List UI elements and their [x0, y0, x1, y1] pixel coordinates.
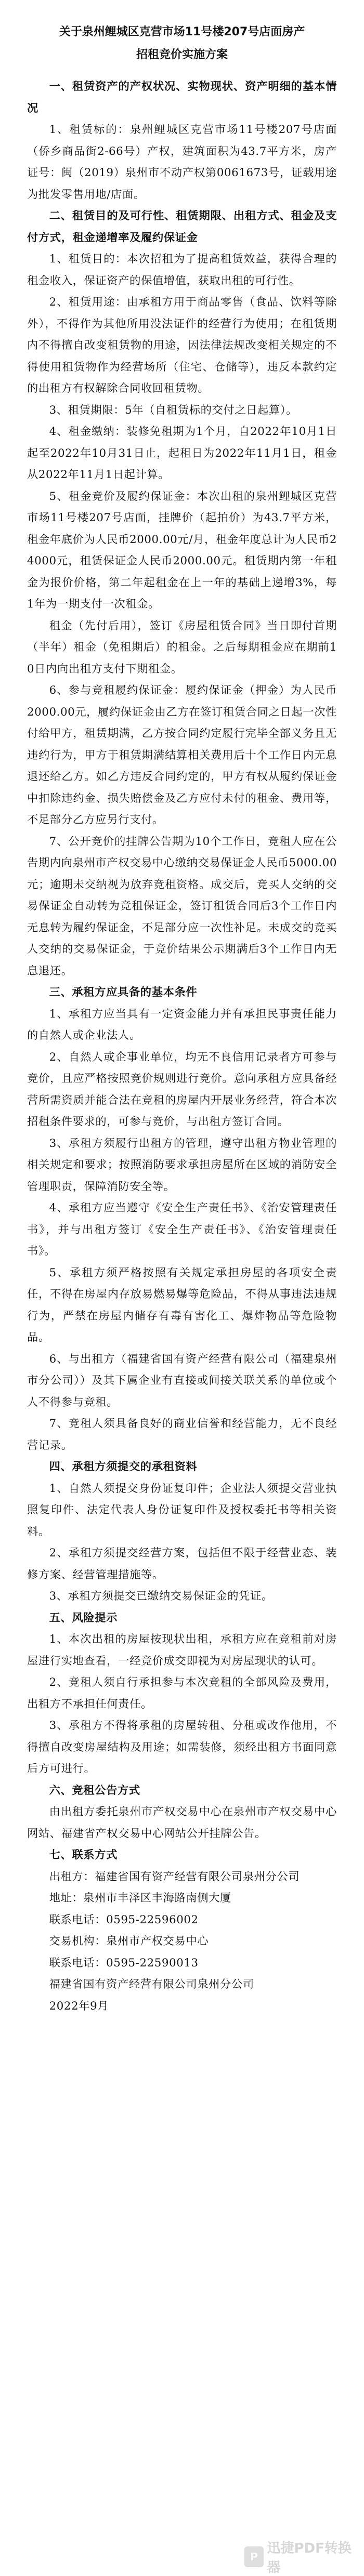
- body-paragraph: 地址：泉州市丰泽区丰海路南侧大厦: [49, 1892, 231, 1905]
- section-heading: 二、租赁目的及可行性、租赁期限、出租方式、租金及支付方式，租金递增率及履约保证金: [27, 209, 337, 244]
- body-paragraph: 6、与出租方（福建省国有资产经营有限公司（福建泉州市分公司））及其下属企业有直接或间接关联关系的单位或个人不得参与竞租。: [27, 1352, 337, 1409]
- body-paragraph: 1、承租方应当具有一定资金能力并有承担民事责任能力的自然人或企业法人。: [27, 1007, 337, 1042]
- body-paragraph: 2022年9月: [49, 1999, 109, 2013]
- body-paragraph: 7、公开竞价的挂牌公告期为10个工作日，竞租人应在公告期内向泉州市产权交易中心缴纳交易保证金人民币5000.00元；逾期未交纳视为放弃竞租资格。成交后，竞买人交纳的交易保证金自动转为竞租保证金，签订租赁合同后3个工作日内无息转为履约保证金，不足部分应一次性补足。未成交的竞买人交纳的交易保证金，于竞价结果公示期满后3个工作日内无息退还。: [27, 835, 337, 977]
- body-paragraph: 出租方：福建省国有资产经营有限公司泉州分公司: [49, 1870, 300, 1883]
- section-heading: 三、承租方应具备的基本条件: [49, 986, 198, 999]
- section-heading: 六、竞租公告方式: [49, 1784, 140, 1797]
- watermark-text: 迅捷PDF转换器: [267, 2541, 352, 2575]
- section-heading: 五、风险提示: [49, 1611, 118, 1624]
- body-paragraph: 3、承租方须履行出租方的管理，遵守出租方物业管理的相关规定和要求；按照消防要求承担房屋所在区域的消防安全管理职责，保障消防安全等。: [27, 1137, 337, 1193]
- body-paragraph: 2、承租方须提交经营方案，包括但不限于经营业态、装修方案、经营管理措施等。: [27, 1547, 337, 1581]
- document-title: [27, 21, 337, 67]
- body-paragraph: 3、租赁期限：5年（自租赁标的交付之日起算）。: [49, 403, 298, 417]
- body-paragraph: 3、承租方不得将承租的房屋转租、分租或改作他用，不得擅自改变房屋结构及用途；如需装修，须经出租方书面同意后方可进行。: [27, 1719, 337, 1775]
- body-paragraph: 福建省国有资产经营有限公司泉州分公司: [49, 1978, 254, 1991]
- body-paragraph: 3、承租方须提交已缴纳交易保证金的凭证。: [49, 1590, 273, 1603]
- title-line-1: 关于泉州鲤城区克营市场11号楼207号店面房产: [59, 25, 305, 38]
- document-body: [27, 76, 337, 2017]
- body-paragraph: 2、竞租人须自行承担参与本次竞租的全部风险及费用，出租方不承担任何责任。: [27, 1676, 337, 1711]
- body-paragraph: 4、承租方应当遵守《安全生产责任书》、《治安管理责任书》，并与出租方签订《安全生产责任书》、《治安管理责任书》。: [27, 1201, 337, 1258]
- watermark: [244, 2541, 359, 2575]
- body-paragraph: 1、租赁目的：本次招租为了提高租赁效益，获得合理的租金收入，保证资产的保值增值，获取出租的可行性。: [27, 253, 337, 287]
- body-paragraph: 5、租金竞价及履约保证金：本次出租的泉州鲤城区克营市场11号楼207号店面，挂牌价（起拍价）为43.7平方米，租金年底价为人民币2000.00元/月，租金年度总计为人民币24000元，租赁保证金人民币2000.00元。租赁期内第一年租金为报价价格，第二年起租金在上一年的基础上递增3%，每1年为一期支付一次租金。: [27, 490, 337, 611]
- body-paragraph: 租金（先付后用），签订《房屋租赁合同》当日即付首期（半年）租金（免租期后）的租金。之后每期租金应在期前10日内向出租方支付下期租金。: [27, 619, 337, 676]
- body-paragraph: 1、租赁标的：泉州鲤城区克营市场11号楼207号店面（侨乡商品街2-66号）产权，建筑面积为43.7平方米，房产证号：闽（2019）泉州市不动产权第0061673号，证载用途为批发零售用地/店面。: [27, 123, 337, 201]
- section-heading: 一、租赁资产的产权状况、实物现状、资产明细的基本情况: [27, 80, 337, 115]
- section-heading: 七、联系方式: [49, 1848, 118, 1861]
- body-paragraph: 4、租金缴纳：装修免租期为1个月，自2022年10月1日起至2022年10月31日止，起租日为2022年11月1日，租金从2022年11月1日起计算。: [27, 425, 337, 481]
- body-paragraph: 2、自然人或企事业单位，均无不良信用记录者方可参与竞价，且应严格按照竞价规则进行竞价。意向承租方应具备经营所需资质并能合法在竞租的房屋内开展业务经营，符合本次招租条件要求的，可参与竞价，与出租方签订合同。: [27, 1050, 337, 1128]
- title-line-2: 招租竞价实施方案: [136, 48, 228, 61]
- body-paragraph: 联系电话：0595-22596002: [49, 1913, 199, 1926]
- body-paragraph: 1、本次出租的房屋按现状出租，承租方应在竞租前对房屋进行实地查看，一经竞价成交即视为对房屋现状的认可。: [27, 1633, 337, 1668]
- watermark-logo-icon: P: [244, 2546, 264, 2567]
- body-paragraph: 2、租赁用途：由承租方用于商品零售（食品、饮料等除外），不得作为其他所用没法证件的经营行为使用；在租赁期内不得擅自改变租赁物的用途，因法律法规改变相关规定的不得使用租赁物作为经营场所（住宅、仓储等），违反本款约定的出租方有权解除合同收回租赁物。: [27, 296, 337, 395]
- body-paragraph: 交易机构：泉州市产权交易中心: [49, 1935, 209, 1948]
- body-paragraph: 5、承租方须严格按照有关规定承担房屋的各项安全责任，不得在房屋内存放易燃易爆等危险品，不得从事违法违规行为，严禁在房屋内储存有毒有害化工、爆炸物品等危险物品。: [27, 1266, 337, 1344]
- body-paragraph: 由出租方委托泉州市产权交易中心在泉州市产权交易中心网站、福建省产权交易中心网站公开挂牌公告。: [27, 1805, 337, 1840]
- body-paragraph: 7、竞租人须具备良好的商业信誉和经营能力，无不良经营记录。: [27, 1417, 337, 1452]
- section-heading: 四、承租方须提交的承租资料: [49, 1460, 198, 1473]
- body-paragraph: 联系电话：0595-22590013: [49, 1956, 199, 1970]
- body-paragraph: 6、参与竞租履约保证金：履约保证金（押金）为人民币2000.00元，履约保证金由乙方在签订租赁合同之日起一次性付给甲方，租赁期满，乙方按合同约定履行完毕全部义务且无违约行为，甲方于租赁期满结算相关费用后十个工作日内无息退还给乙方。如乙方违反合同约定的，甲方有权从履约保证金中扣除违约金、损失赔偿金及乙方应付未付的租金、费用等，不足部分乙方应另行支付。: [27, 684, 337, 826]
- body-paragraph: 1、自然人须提交身份证复印件；企业法人须提交营业执照复印件、法定代表人身份证复印件及授权委托书等相关资料。: [27, 1482, 337, 1538]
